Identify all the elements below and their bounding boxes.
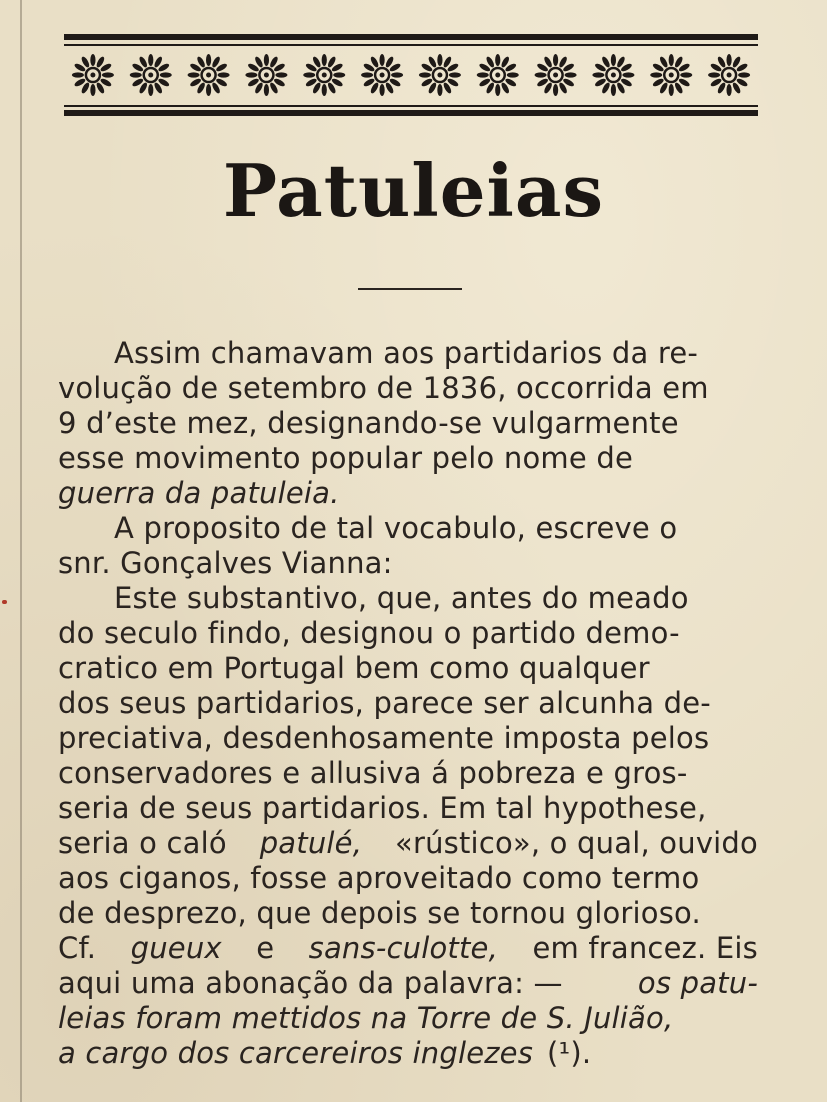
- ornamental-border: [64, 30, 758, 122]
- italic-phrase: a cargo dos carcereiros inglezes: [58, 1036, 534, 1070]
- text-segment: seria o caló: [58, 826, 227, 860]
- text-line: [58, 966, 758, 1001]
- rosette-icon: [361, 54, 403, 96]
- rosette-icon: [477, 54, 519, 96]
- text-line: A proposito de tal vocabulo, escreve o: [114, 511, 678, 545]
- border-rule-bottom-thin: [64, 105, 758, 107]
- text-line: snr. Gonçalves Vianna:: [58, 546, 393, 580]
- article-body: [58, 336, 758, 1071]
- rosette-icon: [535, 54, 577, 96]
- italic-phrase: guerra da patuleia.: [58, 476, 340, 510]
- italic-phrase: leias foram mettidos na Torre de S. Julião,: [58, 1001, 674, 1035]
- italic-word: gueux: [130, 931, 222, 965]
- text-line: de desprezo, que depois se tornou glorioso.: [58, 896, 701, 930]
- text-line: preciativa, desdenhosamente imposta pelos: [58, 721, 710, 755]
- footnote-marker: (¹).: [547, 1036, 592, 1070]
- rosette-icon: [650, 54, 692, 96]
- text-line: do seculo findo, designou o partido demo-: [58, 616, 680, 650]
- text-segment: aqui uma abonação da palavra: —: [58, 966, 563, 1000]
- text-line: [58, 1036, 758, 1071]
- text-line: conservadores e allusiva á pobreza e gros-: [58, 756, 688, 790]
- page-title: Patuleias: [222, 148, 605, 233]
- rosette-icon: [72, 54, 114, 96]
- italic-word: sans-culotte,: [308, 931, 499, 965]
- rosette-icon: [419, 54, 461, 96]
- text-segment: em francez. Eis: [532, 931, 758, 965]
- border-rule-top-thick: [64, 34, 758, 40]
- italic-phrase: os patu-: [637, 966, 758, 1000]
- rosette-icon: [303, 54, 345, 96]
- text-line: [58, 931, 758, 966]
- rosette-icon: [708, 54, 750, 96]
- border-rule-bottom-thick: [64, 110, 758, 116]
- text-line: esse movimento popular pelo nome de: [58, 441, 633, 475]
- rosette-icon: [245, 54, 287, 96]
- text-line: [58, 1001, 758, 1036]
- text-line: [58, 476, 758, 511]
- title-divider: [358, 288, 462, 290]
- text-line: aos ciganos, fosse aproveitado como termo: [58, 861, 700, 895]
- text-line: [58, 826, 758, 861]
- border-rule-top-thin: [64, 44, 758, 46]
- italic-word: patulé,: [259, 826, 363, 860]
- text-segment: Cf.: [58, 931, 97, 965]
- text-line: 9 d’este mez, designando-se vulgarmente: [58, 406, 679, 440]
- margin-mark: [2, 600, 7, 604]
- text-line: Assim chamavam aos partidarios da re-: [114, 336, 699, 370]
- rosette-icon: [188, 54, 230, 96]
- text-line: seria de seus partidarios. Em tal hypothese,: [58, 791, 707, 825]
- text-line: cratico em Portugal bem como qualquer: [58, 651, 650, 685]
- text-line: dos seus partidarios, parece ser alcunha de-: [58, 686, 711, 720]
- rosette-row: [64, 47, 758, 103]
- text-segment: «rústico», o qual, ouvido: [395, 826, 758, 860]
- text-segment: e: [256, 931, 275, 965]
- rosette-icon: [592, 54, 634, 96]
- text-line: volução de setembro de 1836, occorrida em: [58, 371, 709, 405]
- rosette-icon: [130, 54, 172, 96]
- text-line: Este substantivo, que, antes do meado: [114, 581, 689, 615]
